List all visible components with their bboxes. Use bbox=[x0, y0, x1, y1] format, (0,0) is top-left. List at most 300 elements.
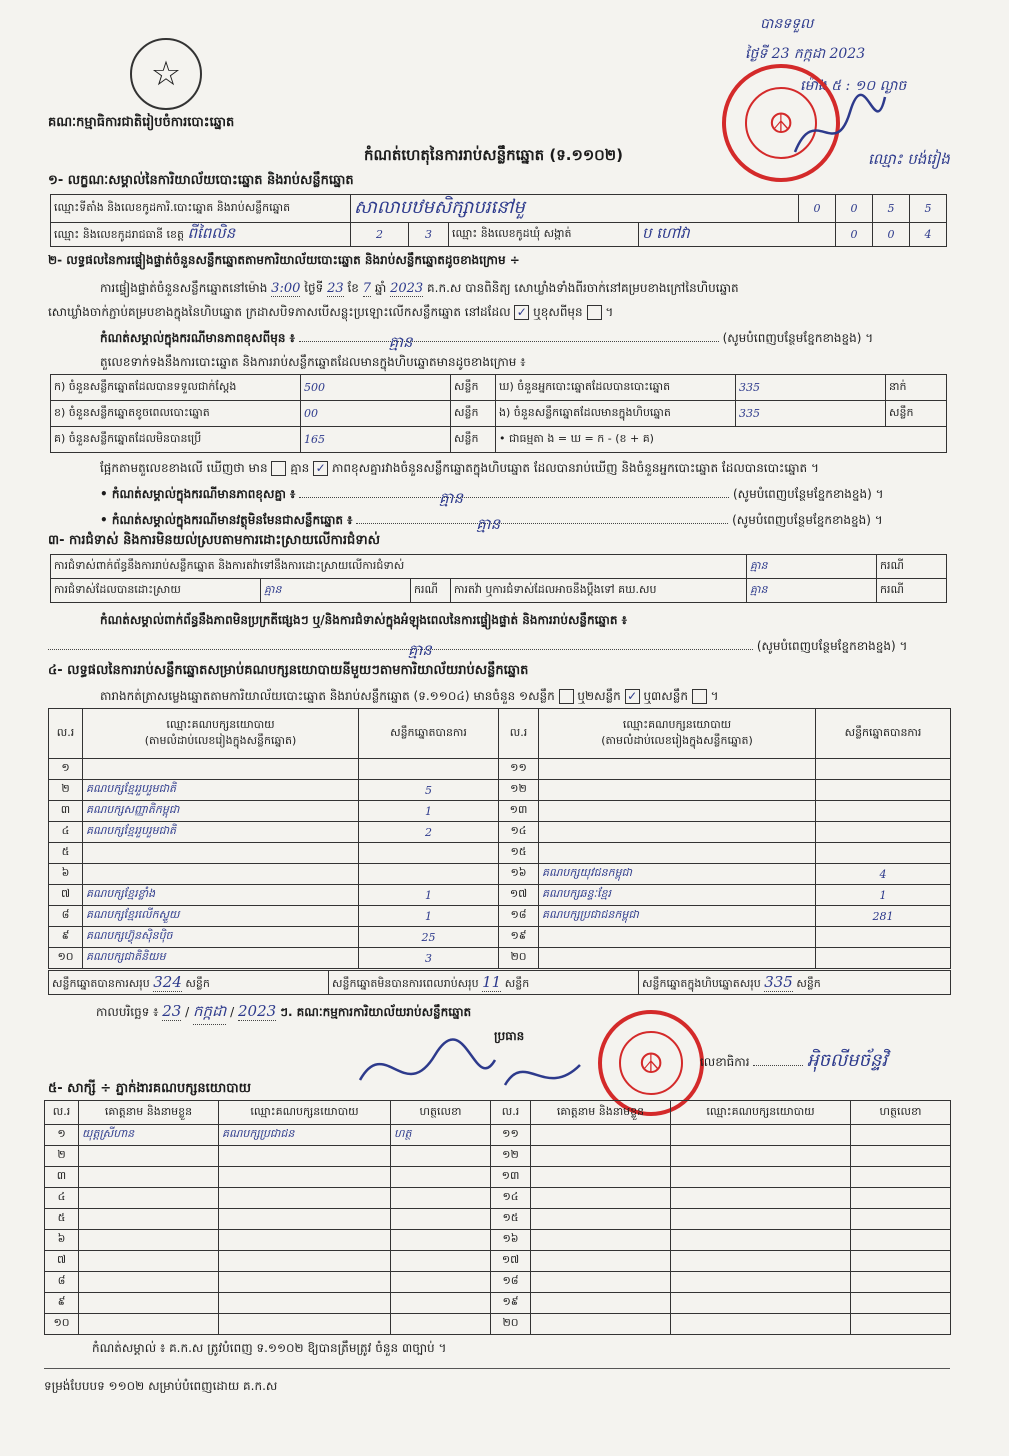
witness-party[interactable]: គណបក្សប្រជាជន bbox=[219, 1125, 391, 1146]
signature-top bbox=[790, 92, 890, 172]
col-votes-left: សន្លឹកឆ្នោតបានការ bbox=[359, 709, 499, 759]
row-number: ២០ bbox=[491, 1314, 531, 1335]
objection-row1-label: ការជំទាស់ពាក់ព័ន្ធនឹងការរាប់សន្លឹកឆ្នោត និងការតវ៉ាទៅនឹងការដោះស្រាយលើការជំទាស់ bbox=[51, 555, 747, 579]
remark3-fill-note: (សូមបំពេញបន្ថែមខ្នែកខាងខ្នង) ។ bbox=[732, 513, 883, 527]
place-code-4[interactable]: 5 bbox=[910, 195, 947, 223]
party-name[interactable] bbox=[539, 822, 816, 843]
row-number: ១៧ bbox=[491, 1251, 531, 1272]
row-d-unit: នាក់ bbox=[886, 375, 947, 401]
table-row bbox=[45, 1125, 951, 1146]
verify-hour[interactable]: 3:00 bbox=[271, 281, 301, 296]
row-a-unit: សន្លឹក bbox=[451, 375, 496, 401]
nec-emblem: ☆ bbox=[130, 38, 202, 110]
valid-votes[interactable] bbox=[816, 948, 951, 969]
valid-votes[interactable] bbox=[359, 864, 499, 885]
witness-name[interactable] bbox=[79, 1314, 219, 1335]
row-number: ៦ bbox=[45, 1230, 79, 1251]
valid-votes[interactable] bbox=[816, 801, 951, 822]
witness-name[interactable] bbox=[531, 1125, 671, 1146]
row-number: ១៤ bbox=[491, 1188, 531, 1209]
place-code-2[interactable]: 0 bbox=[836, 195, 873, 223]
form-note: ទម្រង់បែបបទ ១១០២ សម្រាប់បំពេញដោយ គ.ក.ស bbox=[44, 1379, 278, 1393]
row-number: ៩ bbox=[49, 927, 83, 948]
witness-signature[interactable] bbox=[391, 1272, 491, 1293]
w-col-no-left: ល.រ bbox=[45, 1101, 79, 1125]
witness-name[interactable]: យុត្តស្រីហាន bbox=[79, 1125, 219, 1146]
row-number: ៣ bbox=[49, 801, 83, 822]
table-row bbox=[45, 1293, 951, 1314]
table-row bbox=[45, 1188, 951, 1209]
row-c-label: គ) ចំនួនសន្លឹកឆ្នោតដែលមិនបានប្រើ bbox=[51, 427, 301, 453]
row-number: ៨ bbox=[49, 906, 83, 927]
witness-name[interactable] bbox=[531, 1209, 671, 1230]
same-checkbox[interactable]: ✓ bbox=[514, 305, 529, 320]
witness-signature[interactable] bbox=[391, 1314, 491, 1335]
valid-votes[interactable]: 4 bbox=[816, 864, 951, 885]
section3-remark-value[interactable]: គ្មាន bbox=[408, 641, 432, 659]
party-name[interactable]: គណបក្សខ្មែររួបរួមជាតិ bbox=[83, 780, 359, 801]
chair-label: ប្រធាន bbox=[494, 1029, 525, 1043]
witness-party[interactable] bbox=[219, 1230, 391, 1251]
numbers-intro: តួលេខទាក់ទងនឹងការបោះឆ្នោត និងការរាប់សន្លឹកឆ្នោតដែលមានក្នុងហិបឆ្នោតមានដូចខាងក្រោម ៖ bbox=[100, 355, 526, 369]
witness-party[interactable] bbox=[219, 1272, 391, 1293]
row-number: ២ bbox=[45, 1146, 79, 1167]
received-note-line3: ម៉ោង ៥ : ១០ ល្ងាច bbox=[800, 78, 907, 94]
three-sheets-checkbox[interactable] bbox=[692, 689, 707, 704]
row-number: ១៦ bbox=[491, 1230, 531, 1251]
row-number: ១៩ bbox=[491, 1293, 531, 1314]
row-number: ១៨ bbox=[499, 906, 539, 927]
formula-note: • ជាធម្មតា ង = ឃ = ក - (ខ + គ) bbox=[496, 427, 947, 453]
total-box-unit: សន្លឹក bbox=[796, 976, 821, 990]
row-d-value[interactable]: 335 bbox=[736, 375, 886, 401]
witness-signature[interactable] bbox=[851, 1314, 951, 1335]
objection-row2-unit: ករណី bbox=[411, 579, 451, 603]
party-name[interactable] bbox=[83, 864, 359, 885]
table-row bbox=[45, 1209, 951, 1230]
witness-signature[interactable] bbox=[851, 1230, 951, 1251]
party-name[interactable]: គណបក្សសញ្ញាតិកម្ពុជា bbox=[83, 801, 359, 822]
witness-name[interactable] bbox=[531, 1293, 671, 1314]
col-party-sub-right: (តាមលំដាប់លេខរៀងក្នុងសន្លឹកឆ្នោត) bbox=[601, 733, 753, 747]
objection-row1-value[interactable]: គ្មាន bbox=[747, 555, 877, 579]
party-name[interactable] bbox=[539, 927, 816, 948]
totals-table bbox=[48, 970, 951, 995]
witness-name[interactable] bbox=[79, 1146, 219, 1167]
total-box-label: សន្លឹកឆ្នោតក្នុងហិបឆ្នោតសរុប bbox=[642, 976, 761, 990]
witness-party[interactable] bbox=[219, 1188, 391, 1209]
party-name[interactable]: គណបក្សជាតិនិយម bbox=[83, 948, 359, 969]
section4-title: ៤- លទ្ធផលនៃការរាប់សន្លឹកឆ្នោតសម្រាប់គណបក្សនយោបាយនីមួយៗតាមការិយាល័យរាប់សន្លឹកឆ្នោត bbox=[48, 663, 529, 678]
row-number: ៥ bbox=[45, 1209, 79, 1230]
committee-label: ៗ. គណៈកម្មការការិយាល័យរាប់សន្លឹកឆ្នោត bbox=[280, 1005, 472, 1019]
received-note-line2: ថ្ងៃទី 23 កក្កដា 2023 bbox=[745, 46, 866, 62]
place-code-3[interactable]: 5 bbox=[873, 195, 910, 223]
row-number: ១២ bbox=[499, 780, 539, 801]
valid-votes[interactable] bbox=[816, 843, 951, 864]
party-name[interactable]: គណបក្សឆន្ទៈខ្មែរ bbox=[539, 885, 816, 906]
row-b-value[interactable]: 00 bbox=[301, 401, 451, 427]
committee-name: គណៈកម្មាធិការជាតិរៀបចំការបោះឆ្នោត bbox=[48, 115, 235, 130]
witness-name[interactable] bbox=[79, 1188, 219, 1209]
verify-day-label: ថ្ងៃទី bbox=[304, 281, 324, 295]
remark3-value[interactable]: គ្មាន bbox=[476, 515, 501, 533]
row-number: ១១ bbox=[499, 759, 539, 780]
row-e-label: ង) ចំនួនសន្លឹកឆ្នោតដែលមានក្នុងហិបឆ្នោត bbox=[496, 401, 736, 427]
w-col-party-right: ឈ្មោះគណបក្សនយោបាយ bbox=[671, 1101, 851, 1125]
date-month[interactable]: កក្កដា bbox=[193, 1002, 226, 1025]
table-row bbox=[45, 1314, 951, 1335]
row-number: ២០ bbox=[499, 948, 539, 969]
section4-intro-row: តារាងកត់ត្រាសម្លេងឆ្នោតតាមការិយាល័យបោះឆ្នោត និងរាប់សន្លឹកឆ្នោត (ទ.១១០៤) មានចំនួន ១សន្លឹក ឬ២សន្លឹក ✓ ឬ៣សន្លឹក ។ bbox=[100, 689, 719, 703]
remark3-label: • កំណត់សម្គាល់ក្នុងករណីមានវត្ថុមិនមែនជាសន្លឹកឆ្នោត ៖ bbox=[100, 513, 353, 527]
check-line-suffix: ភាពខុសគ្នារវាងចំនួនសន្លឹកឆ្នោតក្នុងហិបឆ្នោត ដែលបានរាប់ឃើញ និងចំនួនអ្នកបោះឆ្នោត ដែលបានបោះឆ្នោត ។ bbox=[331, 461, 819, 475]
row-number: ៤ bbox=[45, 1188, 79, 1209]
witness-name[interactable] bbox=[531, 1230, 671, 1251]
received-note-line1: បានទទួល bbox=[760, 16, 814, 32]
valid-votes[interactable]: 1 bbox=[359, 801, 499, 822]
none-label: គ្មាន bbox=[290, 461, 310, 475]
valid-votes[interactable] bbox=[359, 843, 499, 864]
row-number: ៨ bbox=[45, 1272, 79, 1293]
row-number: ១០ bbox=[45, 1314, 79, 1335]
party-name[interactable] bbox=[539, 780, 816, 801]
witness-signature[interactable] bbox=[391, 1167, 491, 1188]
total-valid-unit: សន្លឹក bbox=[185, 976, 210, 990]
witness-signature[interactable] bbox=[851, 1272, 951, 1293]
witness-signature[interactable] bbox=[851, 1251, 951, 1272]
witness-body bbox=[45, 1125, 951, 1335]
section3-remark-row bbox=[48, 638, 908, 659]
w-col-sign-right: ហត្ថលេខា bbox=[851, 1101, 951, 1125]
valid-votes[interactable] bbox=[816, 822, 951, 843]
witness-party[interactable] bbox=[671, 1293, 851, 1314]
witness-name[interactable] bbox=[531, 1167, 671, 1188]
table-row bbox=[49, 885, 951, 906]
valid-votes[interactable]: 1 bbox=[816, 885, 951, 906]
objection-row2-label: ការជំទាស់ដែលបានដោះស្រាយ bbox=[51, 579, 261, 603]
valid-votes[interactable]: 2 bbox=[359, 822, 499, 843]
table-row bbox=[45, 1251, 951, 1272]
table-row bbox=[45, 1272, 951, 1293]
date-year[interactable]: 2023 bbox=[238, 1002, 277, 1020]
row-a-label: ក) ចំនួនសន្លឹកឆ្នោតដែលបានទទួលជាក់ស្តែង bbox=[51, 375, 301, 401]
verify-year-label: ឆ្នាំ bbox=[374, 281, 387, 295]
table-row bbox=[49, 906, 951, 927]
witness-party[interactable] bbox=[671, 1251, 851, 1272]
row-b-label: ខ) ចំនួនសន្លឹកឆ្នោតខូចពេលបោះឆ្នោត bbox=[51, 401, 301, 427]
same-label: ឬខុសពីមុន bbox=[533, 305, 583, 319]
two-sheets-checkbox[interactable]: ✓ bbox=[625, 689, 640, 704]
witness-signature[interactable] bbox=[391, 1146, 491, 1167]
party-name[interactable] bbox=[83, 759, 359, 780]
valid-votes[interactable] bbox=[816, 759, 951, 780]
remark2-row bbox=[100, 486, 884, 507]
row-number: ១៣ bbox=[499, 801, 539, 822]
row-number: ៦ bbox=[49, 864, 83, 885]
valid-votes[interactable] bbox=[816, 780, 951, 801]
witness-name[interactable] bbox=[531, 1188, 671, 1209]
secretary-row bbox=[700, 1048, 887, 1075]
date-label: កាលបរិច្ឆេទ ៖ bbox=[96, 1005, 159, 1019]
party-name[interactable]: គណបក្សខ្មែរលើកស្ទួយ bbox=[83, 906, 359, 927]
remark-row bbox=[100, 330, 874, 351]
date-row: កាលបរិច្ឆេទ ៖ 23 / កក្កដា / 2023 ៗ. គណៈកម្មការការិយាល័យរាប់សន្លឹកឆ្នោត bbox=[96, 1002, 471, 1025]
table-row bbox=[49, 864, 951, 885]
row-number: ១៧ bbox=[499, 885, 539, 906]
witness-party[interactable] bbox=[219, 1167, 391, 1188]
w-col-name-right: គោត្តនាម និងនាមខ្លួន bbox=[531, 1101, 671, 1125]
party-name[interactable]: គណបក្សហ៊្វុនស៊ិនប៉ិច bbox=[83, 927, 359, 948]
place-value[interactable]: សាលាបឋមសិក្សាបរនៅមួ bbox=[354, 197, 525, 218]
results-body bbox=[49, 759, 951, 969]
witness-party[interactable] bbox=[671, 1272, 851, 1293]
commune-label: ឈ្មោះ និងលេខកូដឃុំ សង្កាត់ bbox=[449, 223, 639, 247]
row-c-unit: សន្លឹក bbox=[451, 427, 496, 453]
verify-month[interactable]: 7 bbox=[362, 281, 371, 296]
check-line-row bbox=[100, 460, 819, 478]
total-invalid-unit: សន្លឹក bbox=[504, 976, 530, 990]
commune-code-3[interactable]: 4 bbox=[910, 223, 947, 247]
province-code-2[interactable]: 3 bbox=[409, 223, 449, 247]
objection-row2-value[interactable]: គ្មាន bbox=[261, 579, 411, 603]
valid-votes[interactable] bbox=[816, 927, 951, 948]
witness-signature[interactable]: ហត្ថ bbox=[391, 1125, 491, 1146]
province-value[interactable]: ពីពៃលិន bbox=[187, 223, 236, 242]
total-valid-label: សន្លឹកឆ្នោតបានការសរុប bbox=[52, 976, 150, 990]
form-title: កំណត់ហេតុនៃការរាប់សន្លឹកឆ្នោត (ទ.១១០២) bbox=[364, 146, 624, 164]
witness-name[interactable] bbox=[531, 1272, 671, 1293]
witness-table bbox=[44, 1100, 951, 1335]
witness-signature[interactable] bbox=[391, 1230, 491, 1251]
party-name[interactable] bbox=[539, 948, 816, 969]
results-table bbox=[48, 708, 951, 969]
commune-code-2[interactable]: 0 bbox=[873, 223, 910, 247]
official-stamp-top: ☮ bbox=[722, 64, 840, 182]
witness-signature[interactable] bbox=[391, 1293, 491, 1314]
check-line: ផ្អែកតាមតួលេខខាងលើ ឃើញថា មាន bbox=[100, 461, 268, 475]
row-number: ១៥ bbox=[491, 1209, 531, 1230]
witness-name[interactable] bbox=[531, 1251, 671, 1272]
numbers-table bbox=[50, 374, 947, 453]
row-number: ៧ bbox=[49, 885, 83, 906]
remark-value[interactable]: គ្មាន bbox=[388, 333, 413, 351]
witness-party[interactable] bbox=[219, 1251, 391, 1272]
witness-signature[interactable] bbox=[851, 1293, 951, 1314]
col-no-right: ល.រ bbox=[499, 709, 539, 759]
party-name[interactable] bbox=[539, 843, 816, 864]
witness-party[interactable] bbox=[219, 1209, 391, 1230]
secretary-label: លេខាធិការ bbox=[700, 1055, 750, 1069]
objections-table bbox=[50, 554, 947, 603]
table-row bbox=[45, 1167, 951, 1188]
valid-votes[interactable] bbox=[359, 759, 499, 780]
one-sheet-checkbox[interactable] bbox=[559, 689, 574, 704]
valid-votes[interactable]: 5 bbox=[359, 780, 499, 801]
row-number: ១ bbox=[45, 1125, 79, 1146]
place-code-1[interactable]: 0 bbox=[799, 195, 836, 223]
verify-line-prefix: ការផ្ទៀងផ្ទាត់ចំនួនសន្លឹកឆ្នោតនៅម៉ោង bbox=[100, 281, 268, 295]
witness-party[interactable] bbox=[671, 1146, 851, 1167]
section4-intro: តារាងកត់ត្រាសម្លេងឆ្នោតតាមការិយាល័យបោះឆ្នោត និងរាប់សន្លឹកឆ្នោត (ទ.១១០៤) មានចំនួន ១សន្លឹក bbox=[100, 689, 555, 703]
remark2-label: • កំណត់សម្គាល់ក្នុងករណីមានភាពខុសគ្នា ៖ bbox=[100, 487, 296, 501]
has-diff-checkbox[interactable] bbox=[271, 461, 286, 476]
footer-note: កំណត់សម្គាល់ ៖ គ.ក.ស ត្រូវបំពេញ ទ.១១០២ ឱ្យបានត្រឹមត្រូវ ចំនួន ៣ច្បាប់ ។ bbox=[92, 1341, 447, 1355]
remark-fill-note: (សូមបំពេញបន្ថែមខ្នែកខាងខ្នង) ។ bbox=[722, 331, 874, 345]
valid-votes[interactable]: 3 bbox=[359, 948, 499, 969]
w-col-name-left: គោត្តនាម និងនាមខ្លួន bbox=[79, 1101, 219, 1125]
row-number: ១៣ bbox=[491, 1167, 531, 1188]
row-number: ១ bbox=[49, 759, 83, 780]
row-number: ៣ bbox=[45, 1167, 79, 1188]
col-no-left: ល.រ bbox=[49, 709, 83, 759]
row-e-value[interactable]: 335 bbox=[736, 401, 886, 427]
witness-name[interactable] bbox=[79, 1167, 219, 1188]
table-row bbox=[49, 801, 951, 822]
province-code-1[interactable]: 2 bbox=[351, 223, 409, 247]
row-b-unit: សន្លឹក bbox=[451, 401, 496, 427]
witness-party[interactable] bbox=[671, 1125, 851, 1146]
witness-name[interactable] bbox=[79, 1230, 219, 1251]
verify-month-label: ខែ bbox=[347, 281, 359, 295]
w-col-no-right: ល.រ bbox=[491, 1101, 531, 1125]
witness-party[interactable] bbox=[219, 1293, 391, 1314]
three-sheets-label: ឬ៣សន្លឹក bbox=[643, 689, 688, 703]
party-name[interactable]: គណបក្សយុវជនកម្ពុជា bbox=[539, 864, 816, 885]
witness-signature[interactable] bbox=[391, 1209, 491, 1230]
row-number: ១៩ bbox=[499, 927, 539, 948]
witness-party[interactable] bbox=[671, 1167, 851, 1188]
w-col-party-left: ឈ្មោះគណបក្សនយោបាយ bbox=[219, 1101, 391, 1125]
row-number: ១៦ bbox=[499, 864, 539, 885]
objection-row2b-value[interactable]: គ្មាន bbox=[747, 579, 877, 603]
verify-line-suffix: គ.ក.ស បានពិនិត្យ សោឃ្លាំងទាំងពីរចាក់នៅគម្របខាងក្រៅនៃហិបឆ្នោត bbox=[427, 281, 739, 295]
verify-year[interactable]: 2023 bbox=[390, 281, 424, 296]
remark3-row bbox=[100, 512, 883, 533]
table-row bbox=[49, 759, 951, 780]
province-label: ឈ្មោះ និងលេខកូដរាជធានី ខេត្ត bbox=[54, 227, 184, 241]
commune-code-1[interactable]: 0 bbox=[836, 223, 873, 247]
total-valid[interactable]: 324 bbox=[153, 972, 182, 991]
table-row bbox=[49, 948, 951, 969]
total-invalid[interactable]: 11 bbox=[482, 972, 502, 991]
no-diff-checkbox[interactable]: ✓ bbox=[313, 461, 328, 476]
witness-party[interactable] bbox=[671, 1230, 851, 1251]
witness-name[interactable] bbox=[79, 1251, 219, 1272]
witness-signature[interactable] bbox=[391, 1251, 491, 1272]
remark-label: កំណត់សម្គាល់ក្នុងករណីមានភាពខុសពីមុន ៖ bbox=[100, 331, 295, 345]
witness-party[interactable] bbox=[671, 1188, 851, 1209]
verify-day[interactable]: 23 bbox=[327, 281, 344, 296]
w-col-sign-left: ហត្ថលេខា bbox=[391, 1101, 491, 1125]
date-day[interactable]: 23 bbox=[162, 1002, 182, 1020]
footer-divider bbox=[44, 1368, 950, 1369]
diff-checkbox[interactable] bbox=[587, 305, 602, 320]
party-name[interactable] bbox=[539, 801, 816, 822]
table-row bbox=[45, 1230, 951, 1251]
col-party-sub-left: (តាមលំដាប់លេខរៀងក្នុងសន្លឹកឆ្នោត) bbox=[144, 733, 297, 747]
witness-signature[interactable] bbox=[851, 1125, 951, 1146]
party-name[interactable] bbox=[83, 843, 359, 864]
table-row bbox=[49, 843, 951, 864]
col-votes-right: សន្លឹកឆ្នោតបានការ bbox=[816, 709, 951, 759]
row-d-label: ឃ) ចំនួនអ្នកបោះឆ្នោតដែលបានបោះឆ្នោត bbox=[496, 375, 736, 401]
section3-title: ៣- ការជំទាស់ និងការមិនយល់ស្របតាមការដោះស្រាយលើការជំទាស់ bbox=[48, 533, 380, 548]
row-number: ១៥ bbox=[499, 843, 539, 864]
section3-fill-note: (សូមបំពេញបន្ថែមខ្នែកខាងខ្នង) ។ bbox=[756, 639, 908, 653]
table-row bbox=[49, 780, 951, 801]
remark2-fill-note: (សូមបំពេញបន្ថែមខ្នែកខាងខ្នង) ។ bbox=[732, 487, 884, 501]
valid-votes[interactable]: 1 bbox=[359, 885, 499, 906]
official-stamp-committee: ☮ bbox=[598, 1010, 704, 1116]
witness-name[interactable] bbox=[79, 1209, 219, 1230]
row-a-value[interactable]: 500 bbox=[301, 375, 451, 401]
table-row bbox=[49, 822, 951, 843]
section3-remark-label: កំណត់សម្គាល់ពាក់ព័ន្ធនឹងភាពមិនប្រក្រតីផ្សេងៗ ឬ/និងការជំទាស់ក្នុងអំឡុងពេលនៃការផ្ទៀងផ្ទាត់ និងការរាប់សន្លឹកឆ្នោត ៖ bbox=[100, 613, 627, 627]
total-invalid-label: សន្លឹកឆ្នោតមិនបានការពេលរាប់សរុប bbox=[332, 976, 479, 990]
witness-signature[interactable] bbox=[851, 1167, 951, 1188]
received-signer: ឈ្មោះ បង់រៀង bbox=[868, 150, 950, 168]
witness-name[interactable] bbox=[531, 1146, 671, 1167]
table-row bbox=[45, 1146, 951, 1167]
two-sheets-label: ឬ២សន្លឹក bbox=[577, 689, 621, 703]
commune-value[interactable]: ប ហៅវា bbox=[642, 223, 690, 242]
row-number: ៤ bbox=[49, 822, 83, 843]
verify-line bbox=[100, 280, 739, 298]
party-name[interactable] bbox=[539, 759, 816, 780]
valid-votes[interactable]: 25 bbox=[359, 927, 499, 948]
verify-line2: សោឃ្លាំងចាក់ភ្ជាប់គម្របខាងក្នុងនៃហិបឆ្នោត ក្រដាសបិទភាសបើសន្លុះប្រឡោះលើកសន្លឹកឆ្នោត នៅដដែល bbox=[48, 305, 511, 319]
row-number: ១០ bbox=[49, 948, 83, 969]
row-number: ៩ bbox=[45, 1293, 79, 1314]
section5-title: ៥- សាក្សី ÷ ភ្នាក់ងារគណបក្សនយោបាយ bbox=[48, 1081, 251, 1096]
col-party-right: ឈ្មោះគណបក្សនយោបាយ bbox=[622, 717, 732, 731]
valid-votes[interactable]: 1 bbox=[359, 906, 499, 927]
party-name[interactable]: គណបក្សប្រជាជនកម្ពុជា bbox=[539, 906, 816, 927]
row-number: ១៨ bbox=[491, 1272, 531, 1293]
col-party-left: ឈ្មោះគណបក្សនយោបាយ bbox=[166, 717, 275, 731]
witness-party[interactable] bbox=[671, 1314, 851, 1335]
row-c-value[interactable]: 165 bbox=[301, 427, 451, 453]
witness-signature[interactable] bbox=[391, 1188, 491, 1209]
remark2-value[interactable]: គ្មាន bbox=[439, 489, 463, 507]
objection-row2b-unit: ករណី bbox=[877, 579, 947, 603]
total-box[interactable]: 335 bbox=[764, 972, 793, 991]
section1-table bbox=[50, 194, 947, 247]
row-number: ៥ bbox=[49, 843, 83, 864]
secretary-name[interactable]: អុិចលីមច័ន្ទវិ bbox=[807, 1050, 888, 1071]
witness-signature[interactable] bbox=[851, 1188, 951, 1209]
witness-name[interactable] bbox=[79, 1293, 219, 1314]
witness-name[interactable] bbox=[79, 1272, 219, 1293]
row-number: ២ bbox=[49, 780, 83, 801]
witness-party[interactable] bbox=[219, 1146, 391, 1167]
witness-party[interactable] bbox=[671, 1209, 851, 1230]
witness-signature[interactable] bbox=[851, 1209, 951, 1230]
row-number: ១៤ bbox=[499, 822, 539, 843]
section2-title: ២- លទ្ធផលនៃការផ្ទៀងផ្ទាត់ចំនួនសន្លឹកឆ្នោតតាមការិយាល័យបោះឆ្នោត និងរាប់សន្លឹកឆ្នោតដូចខាងក្រោម ÷ bbox=[48, 253, 520, 267]
witness-party[interactable] bbox=[219, 1314, 391, 1335]
valid-votes[interactable]: 281 bbox=[816, 906, 951, 927]
objection-row2b-label: ការតវ៉ា ឬការជំទាស់ដែលអាចនឹងប្តឹងទៅ គឃ.សប bbox=[451, 579, 747, 603]
party-name[interactable]: គណបក្សខ្មែររួបរួមជាតិ bbox=[83, 822, 359, 843]
witness-signature[interactable] bbox=[851, 1146, 951, 1167]
row-number: ១១ bbox=[491, 1125, 531, 1146]
witness-name[interactable] bbox=[531, 1314, 671, 1335]
table-row bbox=[49, 927, 951, 948]
party-name[interactable]: គណបក្សខ្មែរខ្លាំង bbox=[83, 885, 359, 906]
section1-title: ១- លក្ខណៈសម្គាល់នៃការិយាល័យបោះឆ្នោត និងរាប់សន្លឹកឆ្នោត bbox=[48, 173, 354, 188]
